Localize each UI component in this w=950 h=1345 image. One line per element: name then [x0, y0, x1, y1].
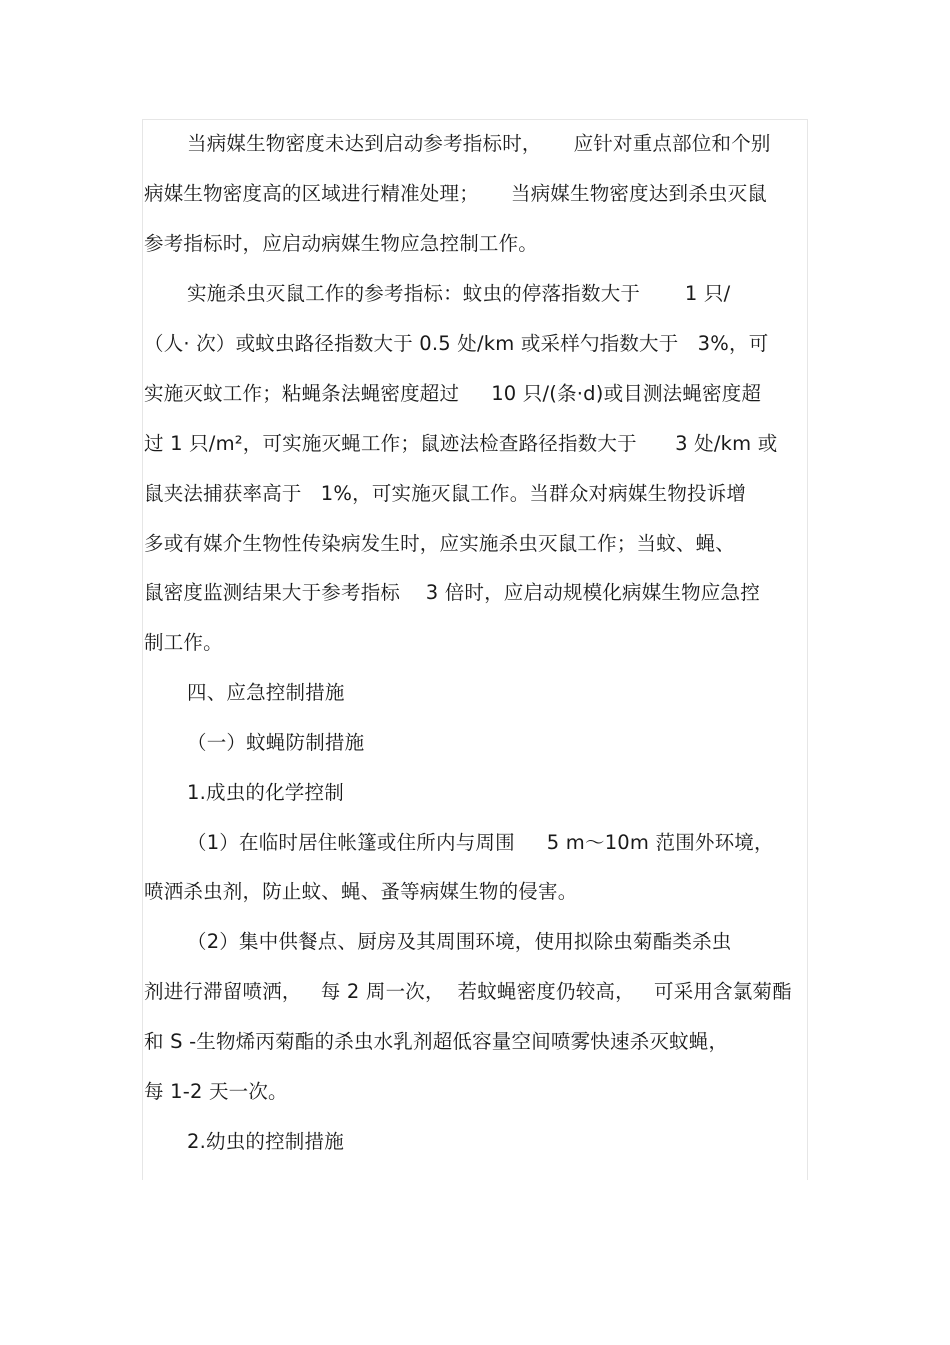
item-2-line-2: 剂进行滞留喷洒， 每 2 周一次， 若蚊蝇密度仍较高， 可采用含氯菊酯 [144, 980, 792, 1003]
item-heading-2: 2.幼虫的控制措施 [187, 1130, 344, 1153]
paragraph-2-line-6: 多或有媒介生物性传染病发生时，应实施杀虫灭鼠工作；当蚊、蝇、 [144, 532, 736, 555]
paragraph-1-line-2: 病媒生物密度高的区域进行精准处理； 当病媒生物密度达到杀虫灭鼠 [144, 182, 767, 205]
item-heading-1: 1.成虫的化学控制 [187, 781, 344, 804]
paragraph-2-line-4: 过 1 只/m²，可实施灭蝇工作；鼠迹法检查路径指数大于 3 处/km 或 [144, 432, 778, 455]
paragraph-2-line-1: 实施杀虫灭鼠工作的参考指标：蚊虫的停落指数大于 1 只/ [187, 282, 731, 305]
paragraph-1-line-3: 参考指标时，应启动病媒生物应急控制工作。 [144, 232, 539, 255]
paragraph-2-line-5: 鼠夹法捕获率高于 1%，可实施灭鼠工作。当群众对病媒生物投诉增 [144, 482, 747, 505]
item-1-line-2: 喷洒杀虫剂，防止蚊、蝇、蚤等病媒生物的侵害。 [144, 880, 578, 903]
item-2-line-4: 每 1-2 天一次。 [144, 1080, 288, 1103]
section-heading-4: 四、应急控制措施 [187, 681, 345, 704]
paragraph-1-line-1: 当病媒生物密度未达到启动参考指标时， 应针对重点部位和个别 [187, 132, 771, 155]
paragraph-2-line-3: 实施灭蚊工作；粘蝇条法蝇密度超过 10 只/(条·d)或目测法蝇密度超 [144, 382, 762, 405]
item-2-line-1: （2）集中供餐点、厨房及其周围环境，使用拟除虫菊酯类杀虫 [187, 930, 732, 953]
item-2-line-3: 和 S -生物烯丙菊酯的杀虫水乳剂超低容量空间喷雾快速杀灭蚊蝇， [144, 1030, 729, 1053]
item-1-line-1: （1）在临时居住帐篷或住所内与周围 5 m～10m 范围外环境， [187, 831, 774, 854]
page-frame [142, 119, 808, 1180]
subsection-heading-1: （一）蚊蝇防制措施 [187, 731, 365, 754]
paragraph-2-line-7: 鼠密度监测结果大于参考指标 3 倍时，应启动规模化病媒生物应急控 [144, 581, 760, 604]
paragraph-2-line-8: 制工作。 [144, 631, 223, 654]
paragraph-2-line-2: （人· 次）或蚊虫路径指数大于 0.5 处/km 或采样勺指数大于 3%，可 [144, 332, 769, 355]
